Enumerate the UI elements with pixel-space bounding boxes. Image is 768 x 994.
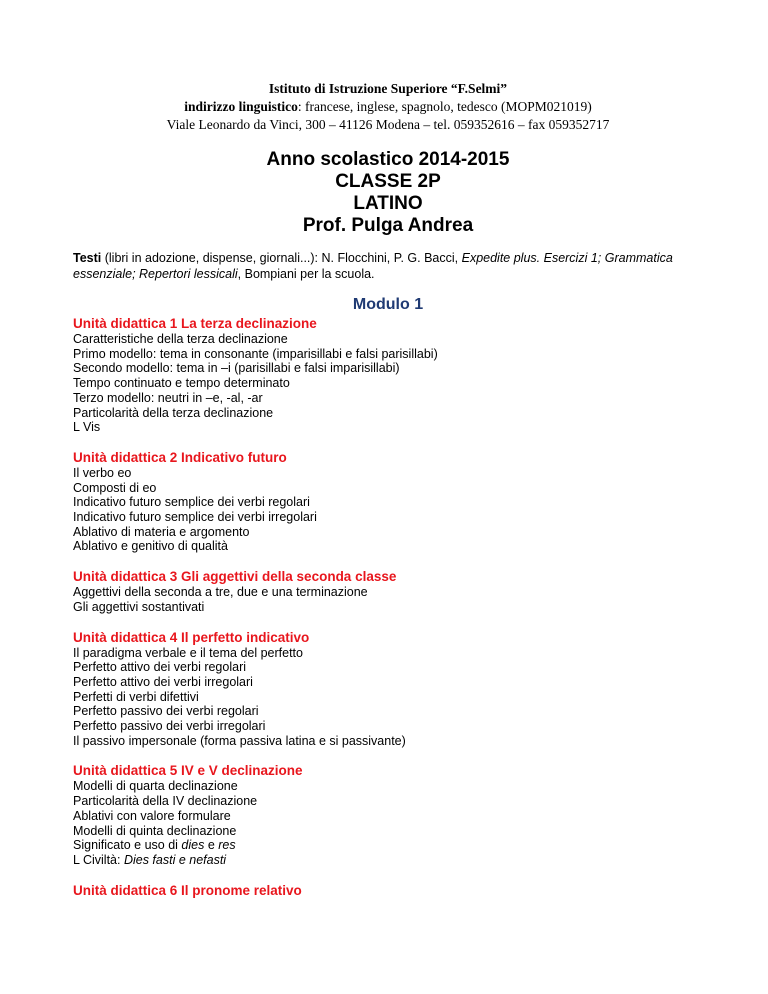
school-address: Viale Leonardo da Vinci, 300 – 41126 Modena – tel. 059352616 – fax 059352717 [166,117,610,132]
topic-item: Indicativo futuro semplice dei verbi irregolari [73,510,317,525]
document-page [73,80,703,899]
topic-italic-text: Dies fasti e nefasti [123,852,227,867]
topic-item: Perfetto passivo dei verbi irregolari [73,719,266,734]
topic-item: Perfetti di verbi difettivi [73,689,199,704]
unit-section [73,629,703,749]
topic-text: L Civiltà: [73,852,124,867]
topic-item: L Vis [73,420,101,435]
unit-title: Unità didattica 3 Gli aggettivi della seconda classe [73,569,397,585]
topic-text: e [204,838,219,853]
units-list [73,315,703,899]
topic-item: Tempo continuato e tempo determinato [73,376,290,391]
topic-item [73,838,703,853]
school-specialization [73,98,703,116]
unit-title: Unità didattica 6 Il pronome relativo [73,882,302,898]
specialization-languages: : francese, inglese, spagnolo, tedesco (MOPM021019) [297,99,592,114]
topic-item: Particolarità della terza declinazione [73,405,274,420]
textbooks-paragraph [73,250,703,282]
textbooks-text: (libri in adozione, dispense, giornali...): N. Flocchini, P. G. Bacci, [101,251,462,265]
class-title: CLASSE 2P [335,171,441,192]
topic-item: Il passivo impersonale (forma passiva latina e si passivante) [73,733,406,748]
topic-item: Perfetto passivo dei verbi regolari [73,704,259,719]
topic-list [73,779,703,867]
module-heading: Modulo 1 [352,296,424,313]
topic-item: Perfetto attivo dei verbi regolari [73,660,247,675]
topic-item: Composti di eo [73,480,157,495]
textbooks-publisher: , Bompiani per la scuola. [237,267,375,281]
topic-italic-text: res [218,838,236,853]
school-year-title: Anno scolastico 2014-2015 [266,149,510,170]
document-titles [73,149,703,237]
topic-item: Gli aggettivi sostantivati [73,599,205,614]
specialization-label: indirizzo linguistico [184,99,298,114]
unit-title: Unità didattica 1 La terza declinazione [73,316,317,331]
topic-item: Ablativo e genitivo di qualità [73,539,228,554]
topic-item: Indicativo futuro semplice dei verbi regolari [73,495,310,510]
teacher-title: Prof. Pulga Andrea [302,215,474,236]
unit-section [73,315,703,435]
topic-italic-text: dies [181,838,205,853]
topic-list [73,332,703,435]
topic-item: Ablativo di materia e argomento [73,524,250,539]
topic-list [73,466,703,554]
unit-title: Unità didattica 4 Il perfetto indicativo [73,629,310,645]
topic-item: Ablativi con valore formulare [73,808,231,823]
topic-item: Primo modello: tema in consonante (imparisillabi e falsi parisillabi) [73,346,438,361]
topic-item: Particolarità della IV declinazione [73,794,258,809]
topic-item: Aggettivi della seconda a tre, due e una terminazione [73,585,368,600]
topic-item [73,853,703,868]
topic-item: Modelli di quinta declinazione [73,823,237,838]
topic-item: Terzo modello: neutri in –e, -al, -ar [73,390,263,405]
unit-section [73,568,703,614]
topic-list [73,646,703,749]
topic-text: Significato e uso di [73,838,182,853]
school-name: Istituto di Istruzione Superiore “F.Selmi” [268,81,508,96]
unit-section [73,449,703,554]
topic-item: Secondo modello: tema in –i (parisillabi e falsi imparisillabi) [73,361,400,376]
textbooks-titles: Expedite plus. Esercizi 1; Grammatica essenziale; Repertori lessicali [73,251,673,281]
topic-item: Modelli di quarta declinazione [73,779,238,794]
unit-section [73,882,703,899]
unit-title: Unità didattica 5 IV e V declinazione [73,763,303,779]
subject-title: LATINO [353,193,423,214]
school-header [73,80,703,134]
topic-item: Il paradigma verbale e il tema del perfetto [73,645,303,660]
unit-title: Unità didattica 2 Indicativo futuro [73,449,287,465]
topic-item: Caratteristiche della terza declinazione [73,332,288,346]
topic-item: Perfetto attivo dei verbi irregolari [73,674,253,689]
unit-section [73,762,703,867]
topic-list [73,585,703,614]
topic-item: Il verbo eo [73,465,132,480]
textbooks-label: Testi [73,251,102,265]
